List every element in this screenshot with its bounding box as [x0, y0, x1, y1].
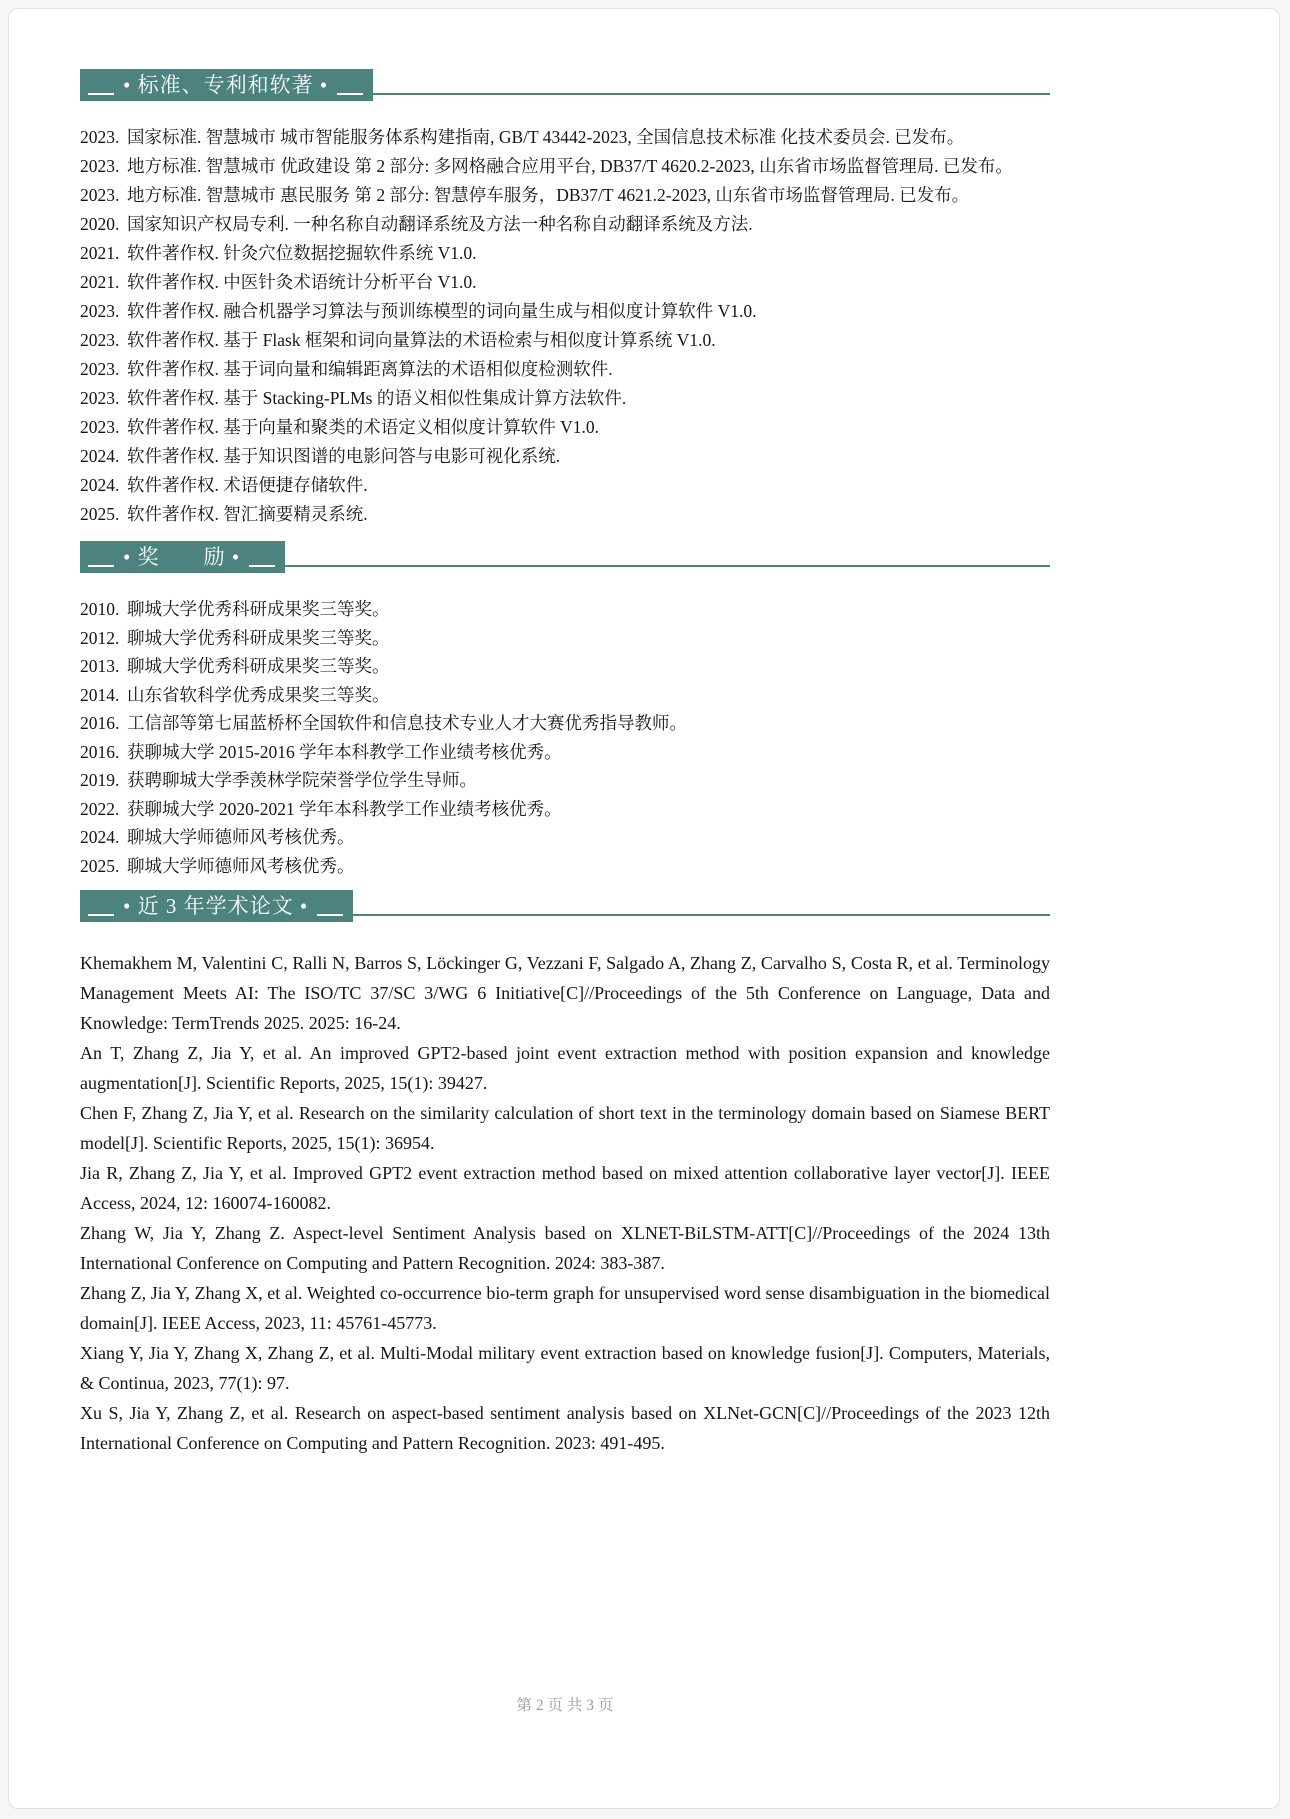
section-papers — [80, 890, 1050, 1458]
item-text: 软件著作权. 智汇摘要精灵系统. — [127, 504, 368, 524]
standards-list-item — [80, 413, 1050, 442]
item-year: 2014. — [80, 684, 120, 705]
awards-title-badge — [80, 541, 285, 573]
item-text: 软件著作权. 基于词向量和编辑距离算法的术语相似度检测软件. — [127, 359, 613, 379]
item-text: 获聊城大学 2015-2016 学年本科教学工作业绩考核优秀。 — [127, 741, 562, 762]
item-text: 聊城大学优秀科研成果奖三等奖。 — [127, 656, 390, 676]
document-page — [8, 8, 1280, 1809]
standards-list-item — [80, 181, 1050, 210]
item-text: 工信部等第七届蓝桥杯全国软件和信息技术专业人才大赛优秀指导教师。 — [127, 713, 687, 733]
awards-list-item — [80, 823, 1050, 852]
item-text: 软件著作权. 术语便捷存储软件. — [127, 475, 368, 495]
section-header-rule — [353, 914, 1050, 916]
badge-left-dash — [88, 93, 114, 95]
item-text: 聊城大学优秀科研成果奖三等奖。 — [127, 599, 390, 619]
item-year: 2021. — [80, 272, 120, 292]
papers-title-badge — [80, 890, 353, 922]
item-year: 2022. — [80, 798, 120, 819]
item-year: 2024. — [80, 446, 120, 466]
papers-list — [80, 948, 1050, 1458]
standards-list-item — [80, 326, 1050, 355]
item-text: 国家知识产权局专利. 一种名称自动翻译系统及方法一种名称自动翻译系统及方法. — [127, 214, 753, 234]
item-text: 软件著作权. 融合机器学习算法与预训练模型的词向量生成与相似度计算软件 V1.0. — [127, 301, 757, 321]
item-year: 2023. — [80, 301, 120, 321]
awards-list-item — [80, 766, 1050, 795]
paper-reference: Xu S, Jia Y, Zhang Z, et al. Research on aspect-based sentiment analysis based on XLNet-GCN[C]//Proceedings of the 2023 12th International Conference on Computing and Pattern Recognition. 2023: 491-495. — [80, 1403, 1050, 1453]
standards-list-item — [80, 442, 1050, 471]
page-number: 第 2 页 共 3 页 — [516, 1697, 614, 1714]
item-year: 2024. — [80, 827, 120, 847]
item-text: 软件著作权. 基于 Stacking-PLMs 的语义相似性集成计算方法软件. — [127, 388, 627, 408]
paper-reference: Jia R, Zhang Z, Jia Y, et al. Improved GPT2 event extraction method based on mixed attention collaborative layer vector[J]. IEEE Access, 2024, 12: 160074-160082. — [80, 1163, 1050, 1213]
item-text: 聊城大学优秀科研成果奖三等奖。 — [127, 627, 390, 648]
item-text: 软件著作权. 针灸穴位数据挖掘软件系统 V1.0. — [127, 243, 477, 263]
item-year: 2024. — [80, 475, 120, 495]
item-text: 地方标准. 智慧城市 优政建设 第 2 部分: 多网格融合应用平台, DB37/T 4620.2-2023, 山东省市场监督管理局. 已发布。 — [127, 156, 1013, 176]
awards-list-item — [80, 738, 1050, 767]
item-year: 2016. — [80, 713, 120, 733]
item-year: 2023. — [80, 330, 120, 350]
standards-list-item — [80, 268, 1050, 297]
badge-right-dash — [317, 914, 343, 916]
item-text: 软件著作权. 中医针灸术语统计分析平台 V1.0. — [127, 272, 477, 292]
item-year: 2023. — [80, 185, 120, 205]
item-year: 2023. — [80, 359, 120, 379]
section-standards — [80, 69, 1050, 529]
standards-section-header — [80, 69, 1050, 101]
badge-right-dash — [337, 93, 363, 95]
item-year: 2023. — [80, 156, 120, 176]
standards-list-item — [80, 123, 1050, 152]
item-text: 国家标准. 智慧城市 城市智能服务体系构建指南, GB/T 43442-2023, 全国信息技术标准 化技术委员会. 已发布。 — [127, 127, 965, 147]
standards-list-item — [80, 239, 1050, 268]
standards-section-title: • 标准、专利和软著 • — [123, 73, 329, 97]
item-year: 2023. — [80, 388, 120, 408]
item-text: 获聊城大学 2020-2021 学年本科教学工作业绩考核优秀。 — [127, 798, 562, 819]
item-text: 软件著作权. 基于知识图谱的电影问答与电影可视化系统. — [127, 446, 561, 466]
item-year: 2025. — [80, 504, 120, 524]
item-text: 山东省软科学优秀成果奖三等奖。 — [127, 684, 390, 705]
standards-title-badge — [80, 69, 373, 101]
badge-right-dash — [249, 565, 275, 567]
paper-reference: Chen F, Zhang Z, Jia Y, et al. Research on the similarity calculation of short text in the terminology domain based on Siamese BERT model[J]. Scientific Reports, 2025, 15(1): 36954. — [80, 1103, 1050, 1153]
item-year: 2019. — [80, 770, 120, 790]
item-text: 聊城大学师德师风考核优秀。 — [127, 855, 355, 876]
item-year: 2021. — [80, 243, 120, 263]
item-text: 软件著作权. 基于向量和聚类的术语定义相似度计算软件 V1.0. — [127, 417, 600, 437]
item-text: 地方标准. 智慧城市 惠民服务 第 2 部分: 智慧停车服务，DB37/T 4621.2-2023, 山东省市场监督管理局. 已发布。 — [127, 185, 970, 205]
item-year: 2023. — [80, 127, 120, 147]
item-year: 2023. — [80, 417, 120, 437]
papers-section-title: • 近 3 年学术论文 • — [123, 894, 309, 918]
awards-list-item — [80, 681, 1050, 710]
awards-list — [80, 595, 1050, 880]
page-content — [80, 69, 1050, 1458]
section-header-rule — [373, 93, 1050, 95]
item-text: 聊城大学师德师风考核优秀。 — [127, 827, 355, 847]
awards-list-item — [80, 595, 1050, 624]
item-year: 2010. — [80, 599, 120, 619]
standards-list — [80, 123, 1050, 529]
item-year: 2013. — [80, 656, 120, 676]
awards-list-item — [80, 652, 1050, 681]
paper-reference: An T, Zhang Z, Jia Y, et al. An improved GPT2-based joint event extraction method with position expansion and knowledge augmentation[J]. Scientific Reports, 2025, 15(1): 39427. — [80, 1043, 1050, 1093]
item-year: 2016. — [80, 741, 120, 762]
standards-list-item — [80, 384, 1050, 413]
paper-reference: Khemakhem M, Valentini C, Ralli N, Barros S, Löckinger G, Vezzani F, Salgado A, Zhang Z, Carvalho S, Costa R, et al. Terminology Management Meets AI: The ISO/TC 37/SC 3/WG 6 Initiative[C]//Proceedings of the 5th Conference on Language, Data and Knowledge: TermTrends 2025. 2025: 16-24. — [80, 953, 1050, 1033]
standards-list-item — [80, 210, 1050, 239]
standards-list-item — [80, 471, 1050, 500]
section-header-rule — [285, 565, 1050, 567]
paper-reference: Xiang Y, Jia Y, Zhang X, Zhang Z, et al. Multi-Modal military event extraction based on knowledge fusion[J]. Computers, Materials, & Continua, 2023, 77(1): 97. — [80, 1343, 1050, 1393]
item-text: 软件著作权. 基于 Flask 框架和词向量算法的术语检索与相似度计算系统 V1.0. — [127, 330, 716, 350]
badge-left-dash — [88, 565, 114, 567]
awards-list-item — [80, 795, 1050, 824]
awards-list-item — [80, 624, 1050, 653]
paper-reference: Zhang Z, Jia Y, Zhang X, et al. Weighted co-occurrence bio-term graph for unsupervised word sense disambiguation in the biomedical domain[J]. IEEE Access, 2023, 11: 45761-45773. — [80, 1283, 1050, 1333]
standards-list-item — [80, 152, 1050, 181]
badge-left-dash — [88, 914, 114, 916]
standards-list-item — [80, 297, 1050, 326]
standards-list-item — [80, 355, 1050, 384]
awards-section-title: • 奖 励 • — [123, 545, 241, 569]
paper-reference: Zhang W, Jia Y, Zhang Z. Aspect-level Sentiment Analysis based on XLNET-BiLSTM-ATT[C]//Proceedings of the 2024 13th International Conference on Computing and Pattern Recognition. 2024: 383-387. — [80, 1223, 1050, 1273]
item-text: 获聘聊城大学季羡林学院荣誉学位学生导师。 — [127, 770, 477, 790]
papers-section-header — [80, 890, 1050, 922]
awards-section-header — [80, 541, 1050, 573]
item-year: 2025. — [80, 855, 120, 876]
awards-list-item — [80, 852, 1050, 881]
section-awards — [80, 541, 1050, 880]
awards-list-item — [80, 709, 1050, 738]
item-year: 2012. — [80, 627, 120, 648]
item-year: 2020. — [80, 214, 120, 234]
standards-list-item — [80, 500, 1050, 529]
